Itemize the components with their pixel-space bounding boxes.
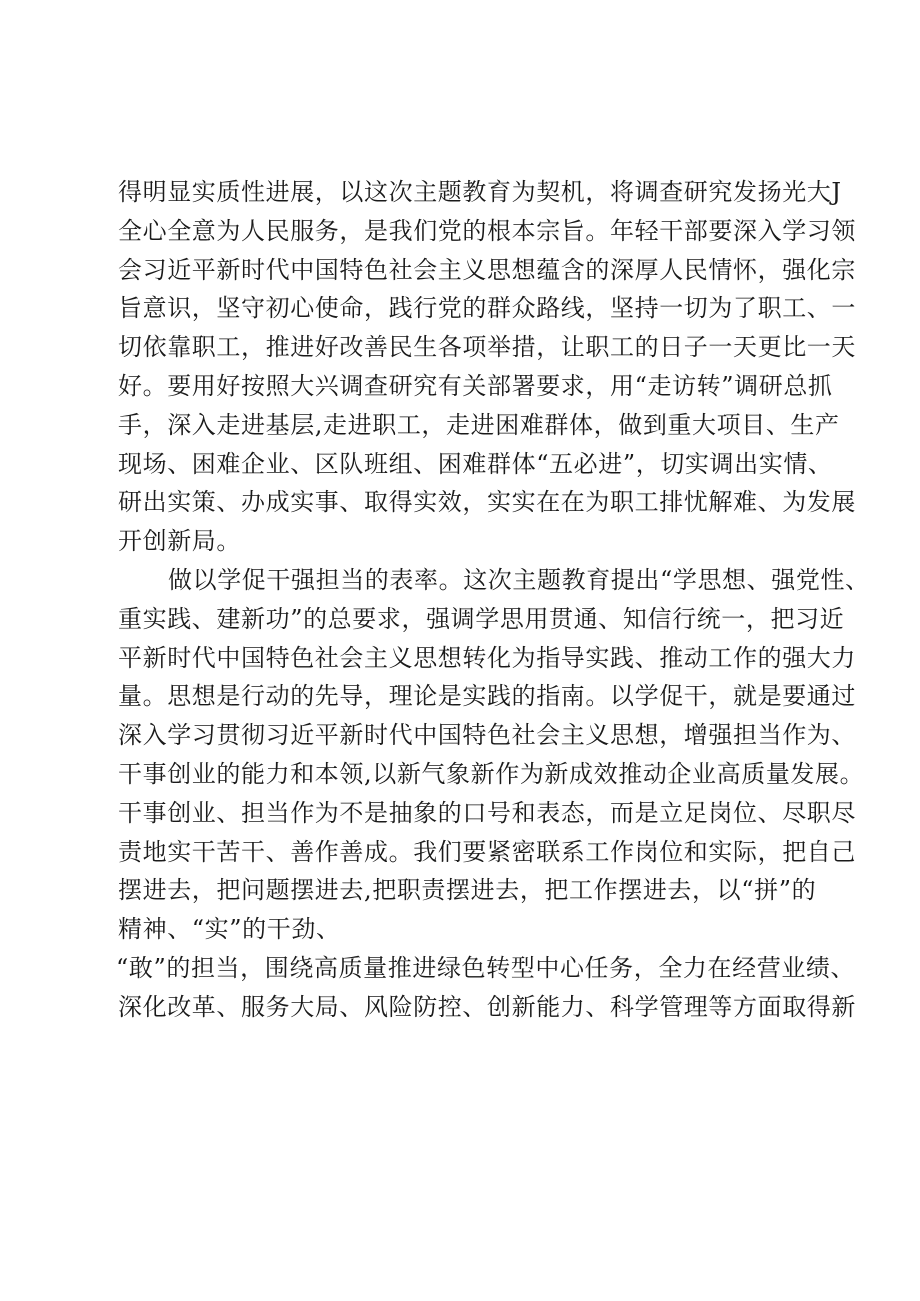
text-line: 全心全意为人民服务，是我们党的根本宗旨。年轻干部要深入学习领 — [118, 216, 856, 245]
text-line: 平新时代中国特色社会主义思想转化为指导实践、推动工作的强大力 — [118, 643, 856, 672]
text-line: 深入学习贯彻习近平新时代中国特色社会主义思想，增强担当作为、 — [118, 721, 856, 750]
text-line: 精神、“实”的干劲、 — [118, 915, 341, 944]
text-line: 手，深入走进基层,走进职工，走进困难群体，做到重大项目、生产 — [118, 410, 840, 439]
text-line: 开创新局。 — [118, 527, 241, 556]
text-line: 干事创业、担当作为不是抽象的口号和表态，而是立足岗位、尽职尽 — [118, 798, 856, 827]
text-line: 量。思想是行动的先导，理论是实践的指南。以学促干，就是要通过 — [118, 682, 856, 711]
text-line: 现场、困难企业、区队班组、困难群体“五必进”，切实调出实情、 — [118, 449, 833, 478]
text-line: 会习近平新时代中国特色社会主义思想蕴含的深厚人民情怀，强化宗 — [118, 255, 856, 284]
paragraph-start-line: 做以学促干强担当的表率。这次主题教育提出“学思想、强党性、 — [168, 565, 870, 594]
text-line: 好。要用好按照大兴调查研究有关部署要求，用“走访转”调研总抓 — [118, 371, 833, 400]
text-line: 旨意识，坚守初心使命，践行党的群众路线，坚持一切为了职工、一 — [118, 294, 856, 323]
text-line: 干事创业的能力和本领,以新气象新作为新成效推动企业高质量发展。 — [118, 759, 865, 788]
text-line: 切依靠职工，推进好改善民生各项举措，让职工的日子一天更比一天 — [118, 333, 856, 362]
text-line: 得明显实质性进展，以这次主题教育为契机，将调查研究发扬光大J — [118, 178, 842, 206]
text-line: 摆进去，把问题摆进去,把职责摆进去，把工作摆进去，以“拼”的 — [118, 876, 817, 905]
text-line: 重实践、建新功”的总要求，强调学思用贯通、知信行统一，把习近 — [118, 604, 845, 633]
text-line: “敢”的担当，围绕高质量推进绿色转型中心任务，全力在经营业绩、 — [116, 953, 856, 982]
text-line: 责地实干苦干、善作善成。我们要紧密联系工作岗位和实际，把自己 — [118, 837, 856, 866]
body-text — [116, 173, 870, 1027]
text-line: 研出实策、办成实事、取得实效，实实在在为职工排忧解难、为发展 — [118, 488, 856, 517]
text-line: 深化改革、服务大局、风险防控、创新能力、科学管理等方面取得新 — [118, 992, 856, 1021]
